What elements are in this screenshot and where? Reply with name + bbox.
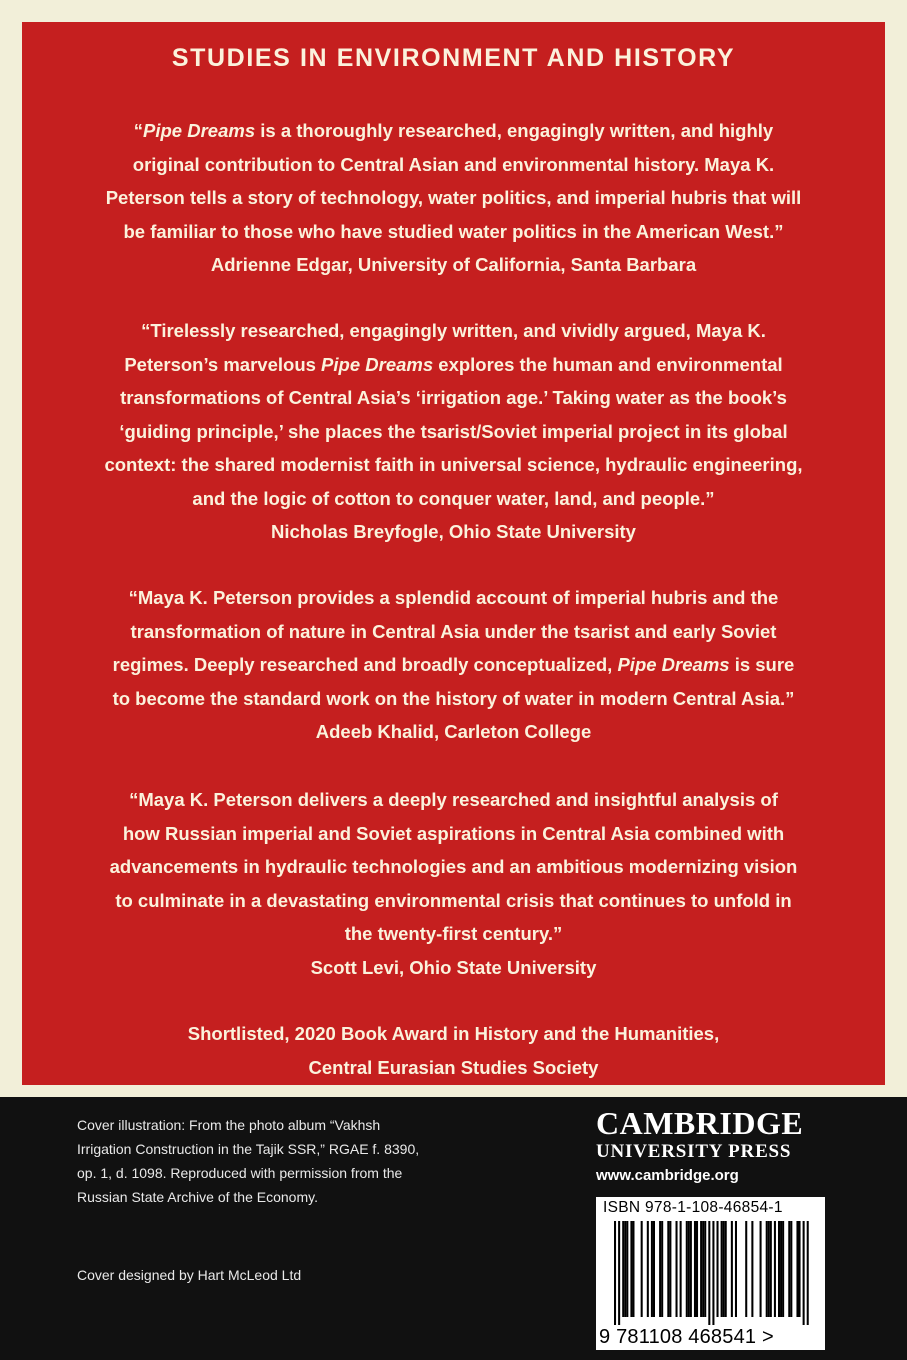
barcode-bar [735, 1221, 737, 1317]
publisher-name: CAMBRIDGE [596, 1105, 804, 1141]
quote-line: “Maya K. Peterson delivers a deeply researched and insightful analysis of [129, 789, 778, 810]
quote-line: and the logic of cotton to conquer water, land, and people.” [192, 487, 715, 509]
cover-illustration-credit [77, 1113, 507, 1209]
award-line-2: Central Eurasian Studies Society [308, 1056, 599, 1078]
barcode-bar [653, 1221, 655, 1317]
quote-line: Peterson’s marvelous Pipe Dreams explores the human and environmental [124, 353, 783, 375]
barcode-bar [661, 1221, 663, 1317]
quote-line: how Russian imperial and Soviet aspirations in Central Asia combined with [122, 822, 785, 844]
series-title: STUDIES IN ENVIRONMENT AND HISTORY [171, 44, 736, 72]
barcode-bar [614, 1221, 616, 1325]
quote-attribution: Scott Levi, Ohio State University [310, 956, 597, 978]
barcode-bar [803, 1221, 805, 1325]
quote-attribution: Adeeb Khalid, Carleton College [315, 721, 592, 742]
barcode-bar [788, 1221, 790, 1317]
credit-line: Cover illustration: From the photo album “Vakhsh [77, 1117, 381, 1133]
isbn-label: ISBN 978-1-108-46854-1 [603, 1199, 783, 1216]
quote-line: regimes. Deeply researched and broadly conceptualized, Pipe Dreams is sure [112, 654, 795, 675]
award-line-1: Shortlisted, 2020 Book Award in History and the Humanities, [187, 1023, 720, 1044]
barcode-bar [760, 1221, 762, 1317]
barcode-bar [780, 1221, 782, 1317]
quote-attribution: Nicholas Breyfogle, Ohio State University [271, 521, 636, 542]
cover-designer-credit: Cover designed by Hart McLeod Ltd [77, 1267, 302, 1283]
blurb-quote-4 [82, 783, 825, 984]
barcode-bar [680, 1221, 682, 1317]
barcode-bar [622, 1221, 624, 1317]
barcode-bar [721, 1221, 723, 1317]
barcode-bar [766, 1221, 768, 1317]
barcode-bar [647, 1221, 649, 1317]
quote-line: to become the standard work on the history of water in modern Central Asia.” [112, 687, 795, 709]
blurb-quote-2 [82, 314, 825, 549]
quote-line: original contribution to Central Asian and environmental history. Maya K. [132, 153, 775, 175]
barcode-bar [694, 1221, 696, 1317]
cambridge-logo [596, 1105, 826, 1189]
barcode-bar [731, 1221, 733, 1317]
barcode-bar [626, 1221, 628, 1317]
barcode-bar [690, 1221, 692, 1317]
barcode-bar [712, 1221, 714, 1325]
barcode-bar [768, 1221, 770, 1317]
credit-line: op. 1, d. 1098. Reproduced with permission from the [77, 1165, 403, 1181]
quote-line: “Pipe Dreams is a thoroughly researched, engagingly written, and highly [133, 120, 774, 141]
barcode-bar [782, 1221, 784, 1317]
barcode-bar [807, 1221, 809, 1325]
barcode-bar [696, 1221, 698, 1317]
barcode-bar [676, 1221, 678, 1317]
credit-line: Irrigation Construction in the Tajik SSR,” RGAE f. 8390, [77, 1141, 420, 1157]
quote-line: context: the shared modernist faith in universal science, hydraulic engineering, [104, 454, 803, 475]
barcode-bar [624, 1221, 626, 1317]
barcode-bar [702, 1221, 704, 1317]
barcode-bar [704, 1221, 706, 1317]
barcode-bar [745, 1221, 747, 1317]
barcode-bar [790, 1221, 792, 1317]
barcode-bar [700, 1221, 702, 1317]
barcode-bar [770, 1221, 772, 1317]
barcode-bar [669, 1221, 671, 1317]
barcode-bar [630, 1221, 632, 1317]
blurb-quote-1 [82, 114, 825, 282]
barcode-bar [717, 1221, 719, 1317]
barcode-digits: 9 781108 468541 > [599, 1326, 774, 1348]
barcode-bar [686, 1221, 688, 1317]
barcode-bar [659, 1221, 661, 1317]
quote-line: Peterson tells a story of technology, water politics, and imperial hubris that will [105, 187, 802, 208]
barcode-bar [688, 1221, 690, 1317]
publisher-band [0, 1097, 907, 1360]
barcode-bar [667, 1221, 669, 1317]
barcode-bar [799, 1221, 801, 1317]
barcode-bar [751, 1221, 753, 1317]
quote-line: transformations of Central Asia’s ‘irrigation age.’ Taking water as the book’s [120, 387, 787, 408]
barcode-bar [651, 1221, 653, 1317]
quote-line: to culminate in a devastating environmental crisis that continues to unfold in [115, 889, 792, 911]
quote-line: advancements in hydraulic technologies and an ambitious modernizing vision [109, 856, 798, 877]
quote-line: transformation of nature in Central Asia under the tsarist and early Soviet [130, 620, 777, 642]
award-note [82, 1017, 825, 1084]
barcode-bar [774, 1221, 776, 1317]
publisher-url[interactable]: www.cambridge.org [596, 1167, 739, 1184]
quote-line: ‘guiding principle,’ she places the tsarist/Soviet imperial project in its global [119, 420, 788, 442]
barcode-bar [708, 1221, 710, 1325]
credit-line: Russian State Archive of the Economy. [77, 1189, 318, 1205]
blurb-quote-3 [82, 581, 825, 749]
barcode-bar [723, 1221, 725, 1317]
barcode-bar [778, 1221, 780, 1317]
quote-line: the twenty-first century.” [344, 923, 563, 944]
quote-attribution: Adrienne Edgar, University of California, Santa Barbara [210, 254, 697, 275]
quote-line: “Maya K. Peterson provides a splendid account of imperial hubris and the [128, 587, 779, 608]
barcode-icon [600, 1221, 821, 1327]
back-cover-panel [22, 22, 885, 1085]
isbn-barcode [596, 1197, 825, 1350]
quote-line: “Tirelessly researched, engagingly written, and vividly argued, Maya K. [141, 320, 766, 341]
quote-line: be familiar to those who have studied water politics in the American West.” [123, 220, 784, 242]
barcode-bar [632, 1221, 634, 1317]
barcode-bar [725, 1221, 727, 1317]
barcode-bar [618, 1221, 620, 1325]
publisher-press: UNIVERSITY PRESS [596, 1141, 792, 1162]
barcode-bar [796, 1221, 798, 1317]
barcode-bar [641, 1221, 643, 1317]
